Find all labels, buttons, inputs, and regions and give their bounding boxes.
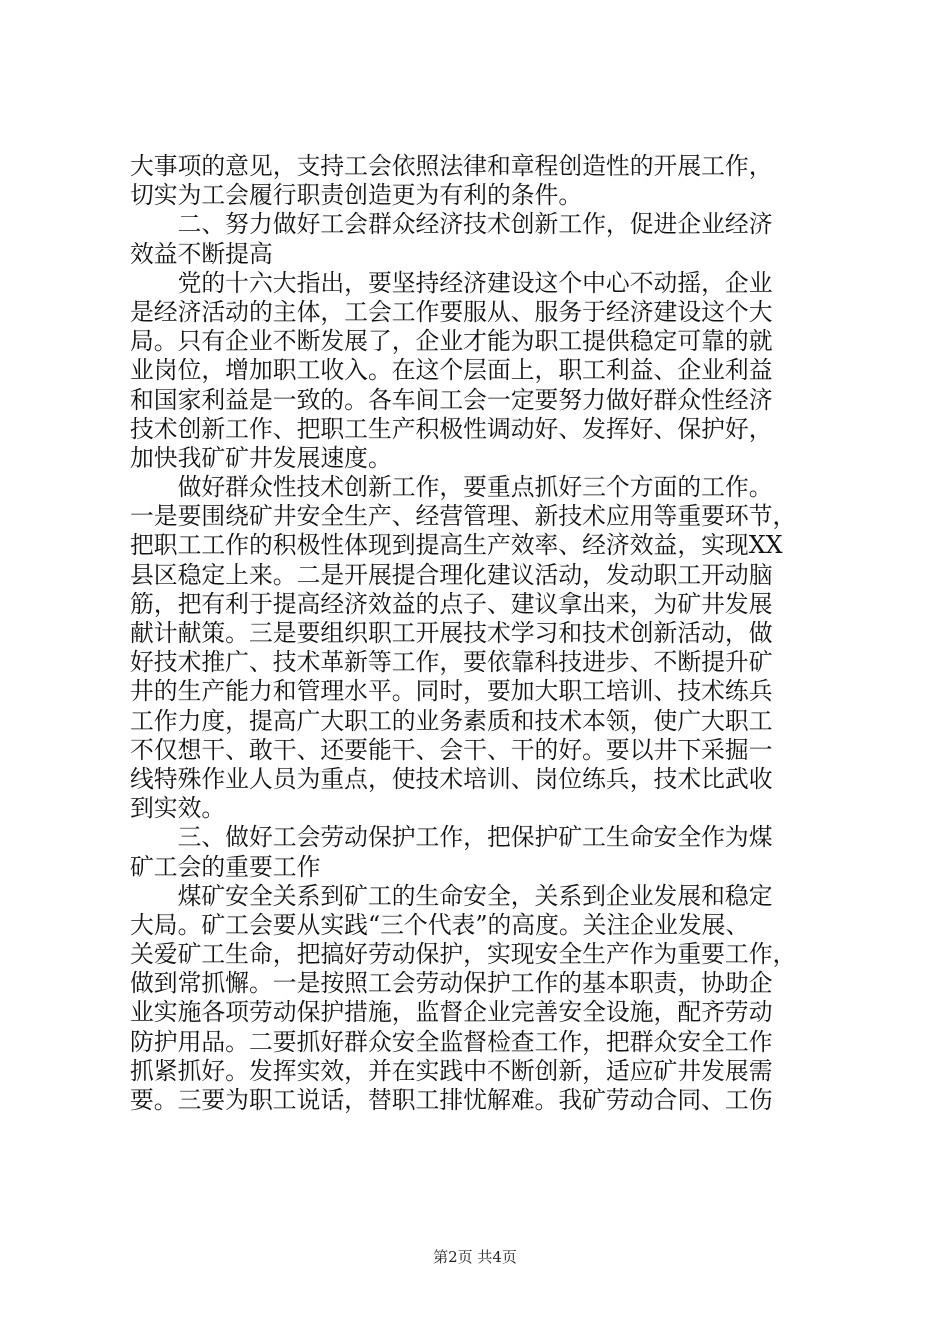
text-line: 抓紧抓好。发挥实效，并在实践中不断创新，适应矿井发展需 xyxy=(130,1056,773,1085)
text-line: 做到常抓懈。一是按照工会劳动保护工作的基本职责，协助企 xyxy=(130,969,773,998)
text-line: 防护用品。二要抓好群众安全监督检查工作，把群众安全工作 xyxy=(130,1027,773,1056)
text-line: 技术创新工作、把职工生产积极性调动好、发挥好、保护好， xyxy=(130,414,773,443)
text-line: 关爱矿工生命，把搞好劳动保护，实现安全生产作为重要工作， xyxy=(130,940,797,969)
text-line: 大事项的意见，支持工会依照法律和章程创造性的开展工作， xyxy=(130,152,773,180)
text-line: 要。三要为职工说话，替职工排忧解难。我矿劳动合同、工伤 xyxy=(130,1086,773,1114)
text-line: 好技术推广、技术革新等工作，要依靠科技进步、不断提升矿 xyxy=(130,648,773,677)
text-line: 二、努力做好工会群众经济技术创新工作，促进企业经济 xyxy=(130,210,773,239)
text-line: 筋，把有利于提高经济效益的点子、建议拿出来，为矿井发展 xyxy=(130,589,773,618)
text-line: 到实效。 xyxy=(130,794,226,823)
text-line: 献计献策。三是要组织职工开展技术学习和技术创新活动，做 xyxy=(130,619,773,647)
text-line: 做好群众性技术创新工作，要重点抓好三个方面的工作。 xyxy=(130,473,773,502)
text-line: 党的十六大指出，要坚持经济建设这个中心不动摇，企业 xyxy=(130,268,773,297)
text-line: 效益不断提高 xyxy=(130,239,273,268)
text-line: 和国家利益是一致的。各车间工会一定要努力做好群众性经济 xyxy=(130,385,773,414)
text-line: 业实施各项劳动保护措施，监督企业完善安全设施，配齐劳动 xyxy=(130,998,773,1027)
text-line: 矿工会的重要工作 xyxy=(130,852,321,881)
text-line: 一是要围绕矿井安全生产、经营管理、新技术应用等重要环节， xyxy=(130,502,797,531)
text-line: 不仅想干、敢干、还要能干、会干、干的好。要以井下采掘一 xyxy=(130,735,773,764)
body-text xyxy=(130,152,842,1115)
page-number-footer: 第2页 共4页 xyxy=(433,1248,517,1266)
text-line: 把职工工作的积极性体现到提高生产效率、经济效益，实现XX xyxy=(130,531,783,560)
text-line: 是经济活动的主体，工会工作要服从、服务于经济建设这个大 xyxy=(130,297,773,326)
text-line: 业岗位，增加职工收入。在这个层面上，职工利益、企业利益 xyxy=(130,356,773,385)
text-line: 线特殊作业人员为重点，使技术培训、岗位练兵，技术比武收 xyxy=(130,764,773,793)
text-line: 切实为工会履行职责创造更为有利的条件。 xyxy=(130,181,583,210)
text-line: 三、做好工会劳动保护工作，把保护矿工生命安全作为煤 xyxy=(130,823,773,852)
text-line: 县区稳定上来。二是开展提合理化建议活动，发动职工开动脑 xyxy=(130,560,773,589)
text-line: 大局。矿工会要从实践“三个代表”的高度。关注企业发展、 xyxy=(130,910,750,939)
text-line: 井的生产能力和管理水平。同时，要加大职工培训、技术练兵 xyxy=(130,677,773,706)
text-line: 局。只有企业不断发展了，企业才能为职工提供稳定可靠的就 xyxy=(130,327,773,356)
text-line: 工作力度，提高广大职工的业务素质和技术本领，使广大职工 xyxy=(130,706,773,735)
text-line: 加快我矿矿井发展速度。 xyxy=(130,443,392,472)
text-line: 煤矿安全关系到矿工的生命安全，关系到企业发展和稳定 xyxy=(130,881,773,910)
